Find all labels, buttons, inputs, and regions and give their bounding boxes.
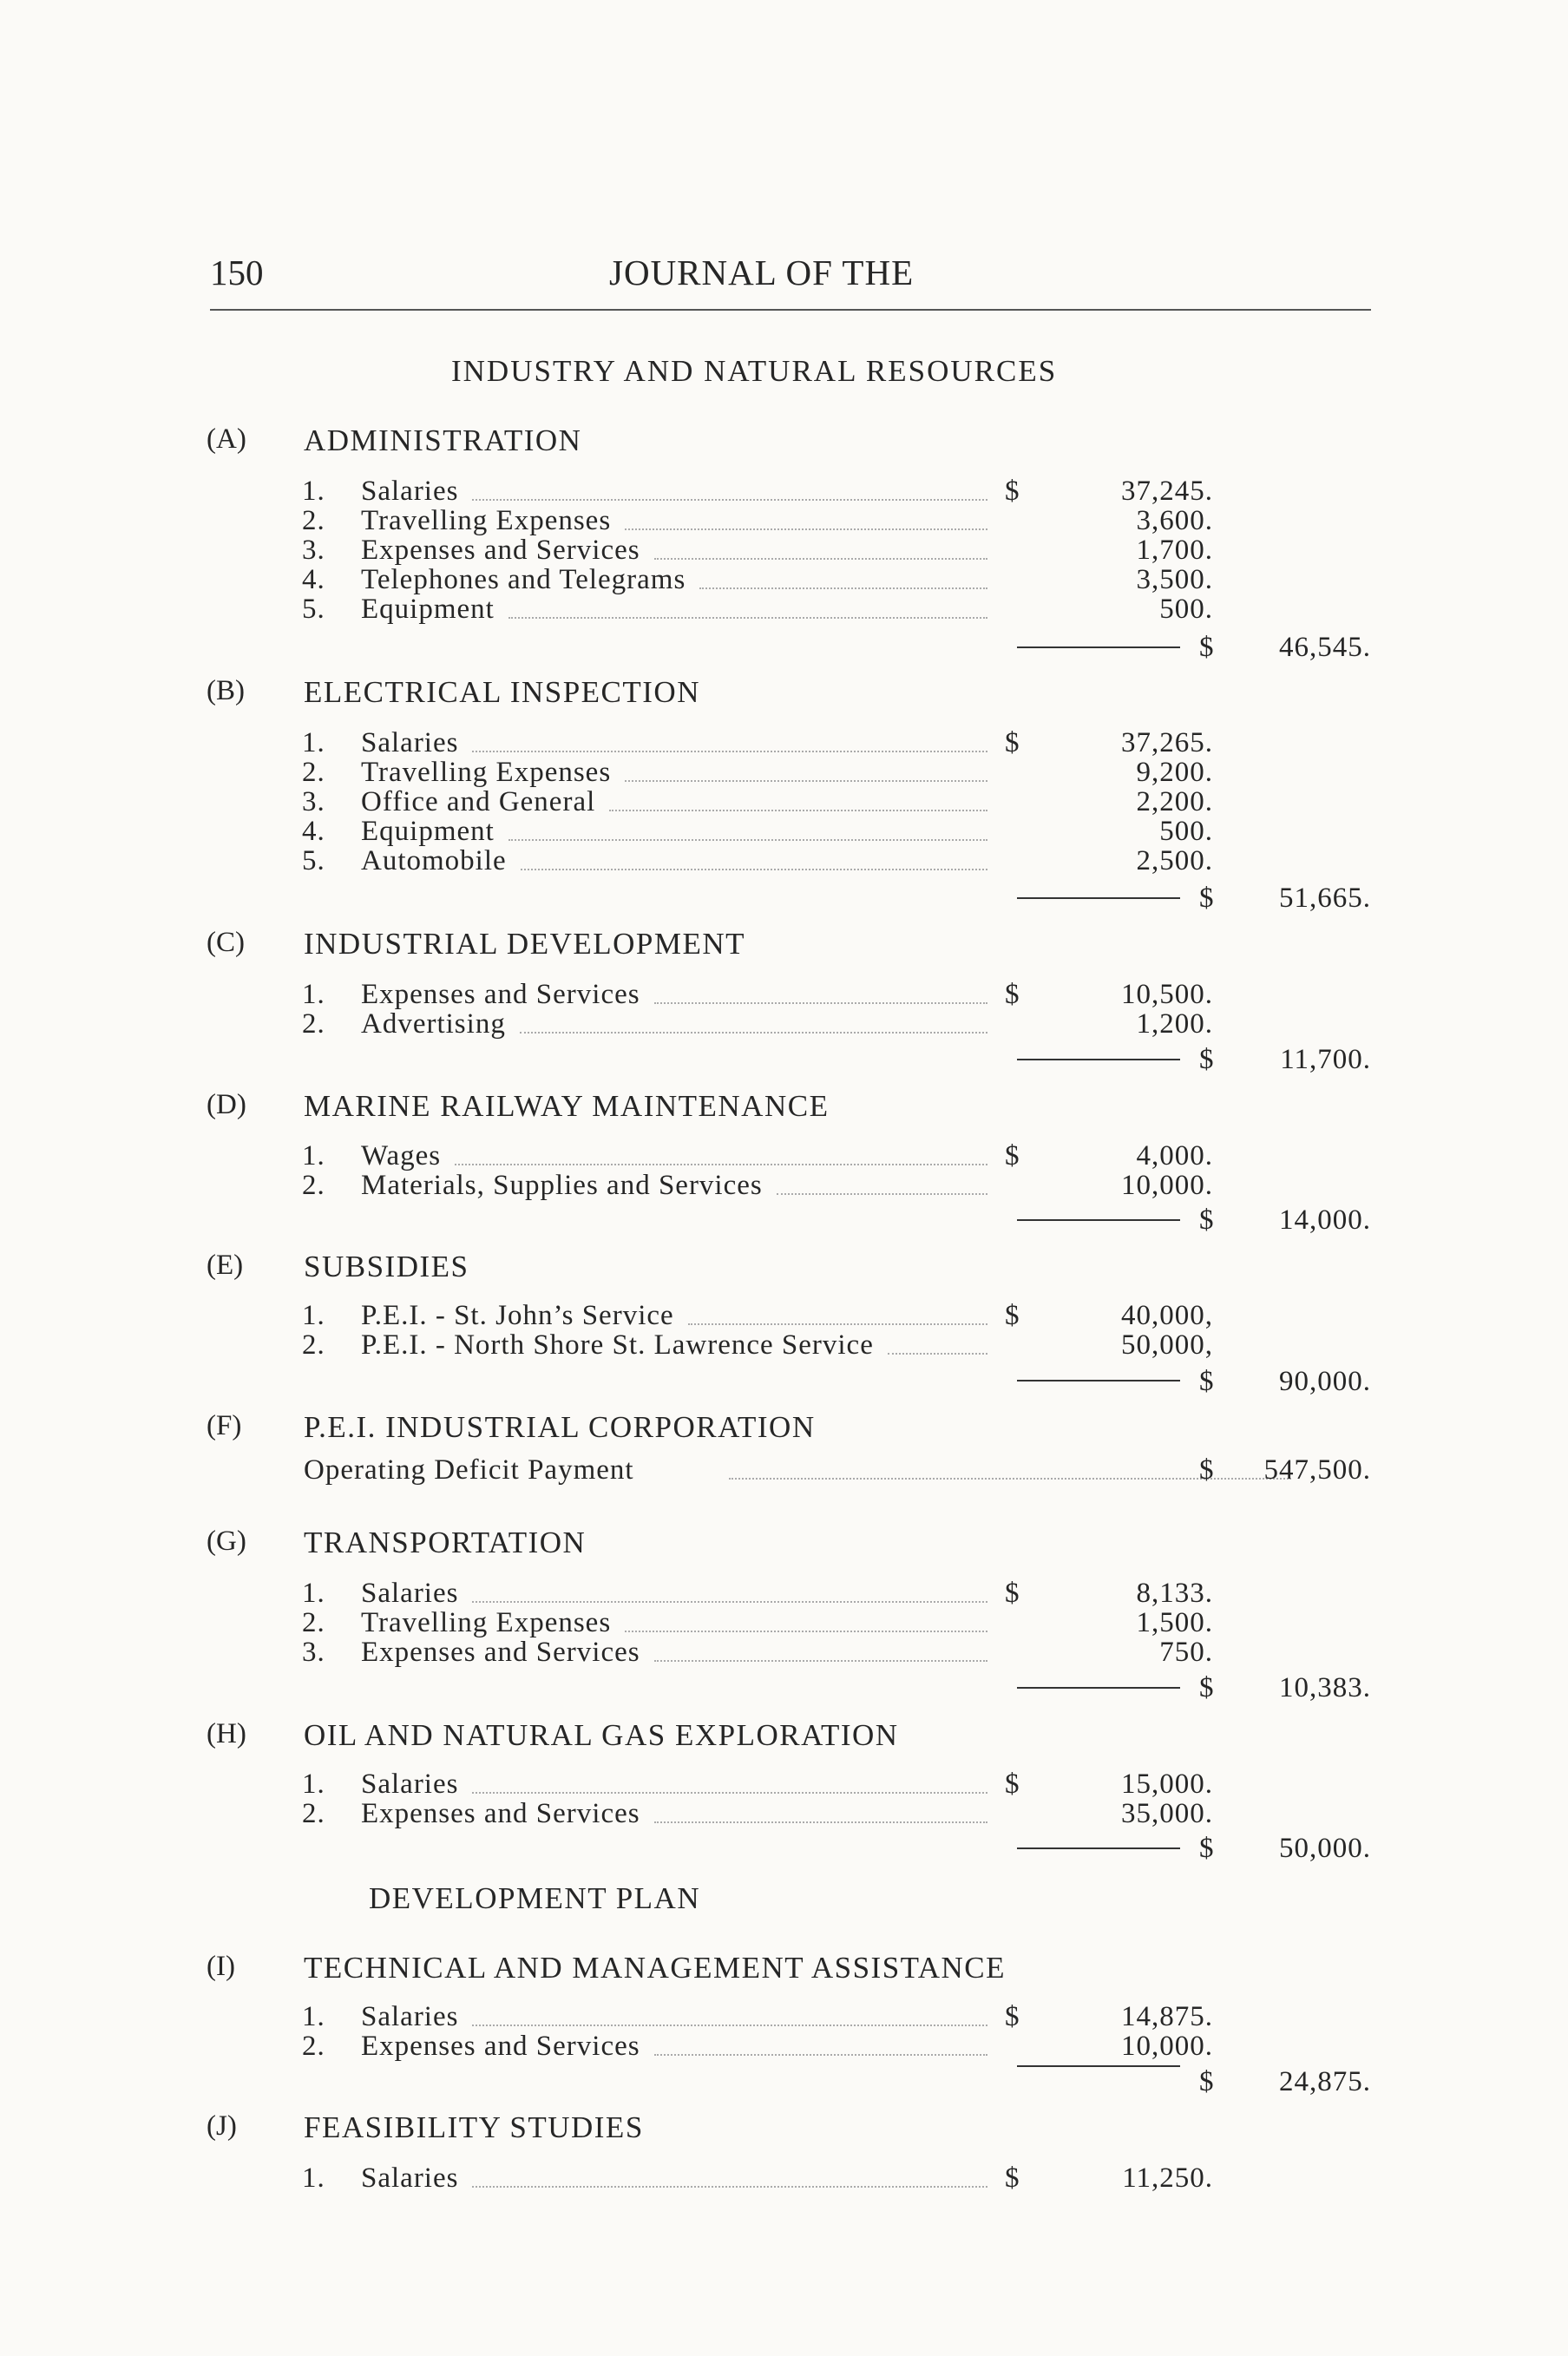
item-number: 3. [302,1637,325,1668]
section-title: INDUSTRIAL DEVELOPMENT [304,927,746,961]
item-label: Salaries [361,1578,459,1609]
item-label: Travelling Expenses [361,757,612,788]
item-number: 1. [302,1300,325,1331]
item-number: 1. [302,1769,325,1800]
item-label: Salaries [361,2001,459,2032]
dot-leader [654,2054,987,2056]
header-rule [210,309,1371,311]
line-item [302,727,1213,758]
running-title: JOURNAL OF THE [609,253,915,292]
dot-leader [472,2025,987,2026]
dot-leader [654,1002,987,1004]
dot-leader [508,839,987,841]
line-item [302,1170,1213,1201]
section-title: MARINE RAILWAY MAINTENANCE [304,1089,830,1123]
page-number: 150 [210,253,264,292]
total-dollar: $ [1199,2066,1214,2097]
section-total: 46,545. [1279,632,1371,663]
total-dollar: $ [1199,1672,1214,1703]
section-total: 50,000. [1279,1833,1371,1864]
line-item [302,2162,1213,2194]
item-amount: 37,245. [1121,476,1213,507]
dot-leader [625,528,987,530]
dollar-sign: $ [1005,476,1020,507]
item-label: Wages [361,1140,442,1171]
item-amount: 1,500. [1136,1607,1213,1638]
section-letter: (C) [207,927,245,958]
dollar-sign: $ [1005,1300,1020,1331]
item-label: P.E.I. - St. John’s Service [361,1300,674,1331]
total-rule [1017,1687,1180,1689]
line-item [302,1008,1213,1040]
operating-label: Operating Deficit Payment [304,1454,634,1486]
total-rule [1017,646,1180,648]
section-title: ELECTRICAL INSPECTION [304,675,700,709]
item-amount: 500. [1159,594,1213,625]
item-number: 5. [302,594,325,625]
dot-leader [472,1601,987,1603]
section-title: FEASIBILITY STUDIES [304,2110,644,2144]
item-label: P.E.I. - North Shore St. Lawrence Service [361,1329,874,1361]
item-number: 4. [302,564,325,595]
item-label: Telephones and Telegrams [361,564,686,595]
dot-leader [888,1353,987,1355]
item-label: Office and General [361,786,596,817]
line-item [302,757,1213,788]
section-total: 24,875. [1279,2066,1371,2097]
item-amount: 15,000. [1121,1769,1213,1800]
dot-leader [609,810,987,811]
section-letter: (D) [207,1089,246,1120]
dot-leader [654,1821,987,1823]
line-item [302,1769,1213,1800]
item-number: 5. [302,845,325,876]
section-title: ADMINISTRATION [304,423,582,457]
section-letter: (A) [207,423,246,455]
item-label: Salaries [361,2162,459,2194]
item-amount: 14,875. [1121,2001,1213,2032]
dollar-sign: $ [1005,1769,1020,1800]
item-label: Expenses and Services [361,1637,640,1668]
item-number: 2. [302,1329,325,1361]
item-amount: 500. [1159,816,1213,847]
section-title: OIL AND NATURAL GAS EXPLORATION [304,1718,899,1752]
line-item [302,564,1213,595]
total-dollar: $ [1199,1454,1215,1486]
dollar-sign: $ [1005,727,1020,758]
total-rule [1017,1219,1180,1221]
dot-leader [472,1792,987,1794]
item-label: Expenses and Services [361,979,640,1010]
line-item [302,476,1213,507]
item-number: 1. [302,1140,325,1171]
item-amount: 11,250. [1122,2162,1213,2194]
line-item [302,535,1213,566]
item-amount: 50,000, [1121,1329,1213,1361]
item-amount: 8,133. [1136,1578,1213,1609]
section-letter: (J) [207,2110,237,2142]
item-number: 2. [302,1607,325,1638]
dot-leader [688,1323,987,1325]
total-rule [1017,897,1180,899]
item-label: Travelling Expenses [361,505,612,536]
dot-leader [625,1631,987,1632]
department-title: INDUSTRY AND NATURAL RESOURCES [451,354,1058,388]
dollar-sign: $ [1005,1578,1020,1609]
item-number: 2. [302,2031,325,2062]
section-letter: (F) [207,1410,242,1441]
item-amount: 35,000. [1121,1798,1213,1829]
total-rule [1017,2065,1180,2067]
section-total: 14,000. [1279,1204,1371,1236]
item-number: 2. [302,1170,325,1201]
dot-leader [654,1660,987,1662]
section-total: 547,500. [1263,1454,1371,1486]
total-dollar: $ [1199,1204,1214,1236]
item-amount: 10,000. [1121,1170,1213,1201]
operating-row [304,1454,1371,1489]
item-number: 1. [302,727,325,758]
item-amount: 1,700. [1136,535,1213,566]
line-item [302,1578,1213,1609]
total-dollar: $ [1199,632,1214,663]
item-label: Salaries [361,727,459,758]
dot-leader [508,617,987,619]
line-item [302,2001,1213,2032]
section-title: TRANSPORTATION [304,1526,587,1559]
line-item [302,816,1213,847]
item-amount: 3,500. [1136,564,1213,595]
item-label: Travelling Expenses [361,1607,612,1638]
item-amount: 750. [1159,1637,1213,1668]
item-amount: 4,000. [1136,1140,1213,1171]
line-item [302,1637,1213,1668]
dot-leader [472,2186,987,2188]
dot-leader [625,780,987,782]
page-header [210,252,1371,304]
line-item [302,1607,1213,1638]
line-item [302,786,1213,817]
section-total: 51,665. [1279,883,1371,914]
line-item [302,1329,1213,1361]
item-number: 2. [302,505,325,536]
dot-leader [520,1032,987,1034]
item-number: 3. [302,786,325,817]
item-amount: 10,000. [1121,2031,1213,2062]
section-letter: (G) [207,1526,246,1557]
item-number: 1. [302,1578,325,1609]
item-label: Equipment [361,594,495,625]
total-dollar: $ [1199,1366,1214,1397]
item-number: 3. [302,535,325,566]
section-letter: (I) [207,1951,235,1982]
section-total: 90,000. [1279,1366,1371,1397]
total-dollar: $ [1199,1044,1214,1075]
plan-title: DEVELOPMENT PLAN [369,1881,701,1915]
line-item [302,1140,1213,1171]
dollar-sign: $ [1005,2001,1020,2032]
total-rule [1017,1059,1180,1060]
section-letter: (H) [207,1718,246,1749]
total-dollar: $ [1199,1833,1214,1864]
dot-leader [472,751,987,752]
item-label: Automobile [361,845,507,876]
item-amount: 40,000, [1121,1300,1213,1331]
item-label: Salaries [361,476,459,507]
item-amount: 37,265. [1121,727,1213,758]
section-total: 11,700. [1280,1044,1371,1075]
total-rule [1017,1847,1180,1849]
item-label: Materials, Supplies and Services [361,1170,763,1201]
dollar-sign: $ [1005,1140,1020,1171]
item-number: 1. [302,476,325,507]
dot-leader [455,1164,987,1165]
line-item [302,845,1213,876]
line-item [302,594,1213,625]
dot-leader [472,499,987,501]
item-label: Salaries [361,1769,459,1800]
item-number: 1. [302,979,325,1010]
item-number: 2. [302,1008,325,1040]
dollar-sign: $ [1005,979,1020,1010]
dot-leader [654,558,987,560]
item-number: 2. [302,1798,325,1829]
item-number: 1. [302,2162,325,2194]
item-amount: 2,500. [1136,845,1213,876]
item-amount: 10,500. [1121,979,1213,1010]
item-number: 4. [302,816,325,847]
line-item [302,1300,1213,1331]
item-number: 1. [302,2001,325,2032]
total-rule [1017,1380,1180,1381]
dot-leader [521,869,987,870]
total-dollar: $ [1199,883,1214,914]
section-title: P.E.I. INDUSTRIAL CORPORATION [304,1410,816,1444]
item-amount: 9,200. [1136,757,1213,788]
section-total: 10,383. [1279,1672,1371,1703]
line-item [302,2031,1213,2062]
line-item [302,1798,1213,1829]
line-item [302,505,1213,536]
item-label: Expenses and Services [361,1798,640,1829]
item-label: Expenses and Services [361,2031,640,2062]
item-amount: 1,200. [1136,1008,1213,1040]
item-amount: 3,600. [1136,505,1213,536]
item-label: Equipment [361,816,495,847]
section-title: TECHNICAL AND MANAGEMENT ASSISTANCE [304,1951,1007,1985]
section-title: SUBSIDIES [304,1250,469,1283]
section-letter: (B) [207,675,245,706]
item-label: Expenses and Services [361,535,640,566]
dot-leader [777,1193,987,1195]
dot-leader [699,587,987,589]
dollar-sign: $ [1005,2162,1020,2194]
item-number: 2. [302,757,325,788]
item-label: Advertising [361,1008,506,1040]
item-amount: 2,200. [1136,786,1213,817]
line-item [302,979,1213,1010]
section-letter: (E) [207,1250,244,1281]
